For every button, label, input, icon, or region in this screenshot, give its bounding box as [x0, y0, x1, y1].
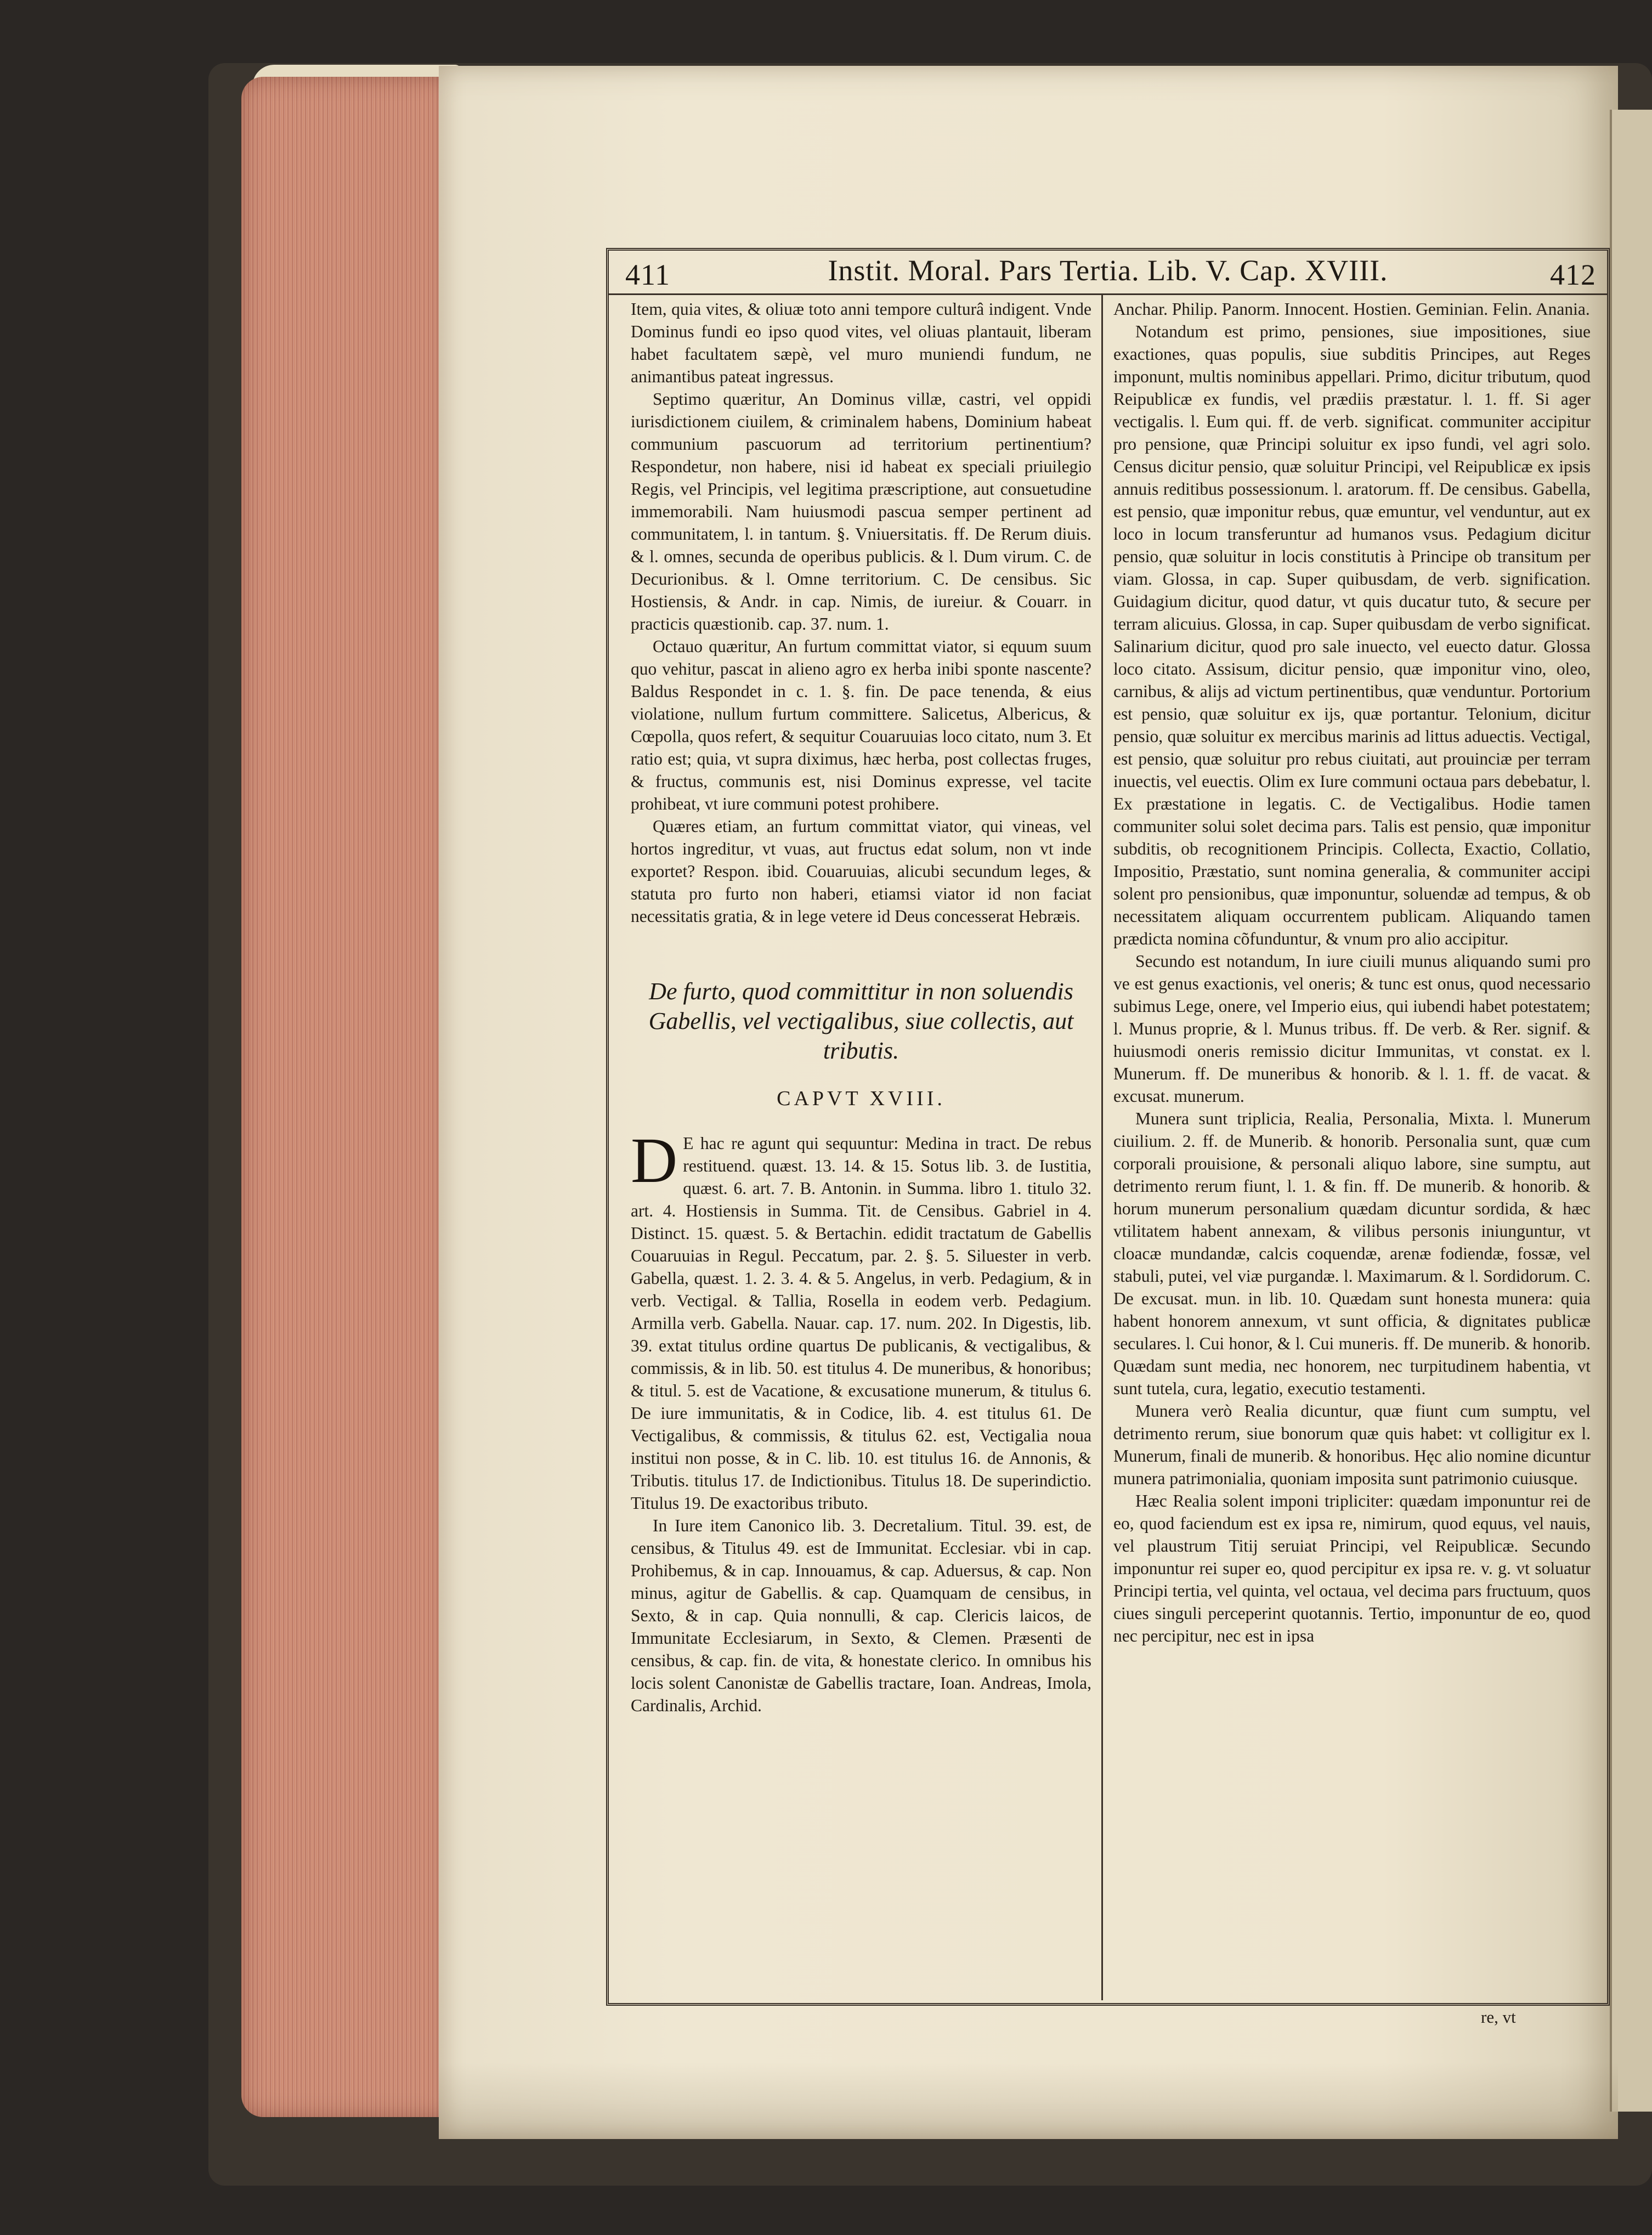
left-column: [631, 298, 1091, 1998]
paragraph: Munera sunt triplicia, Realia, Personalia, Mixta. l. Munerum ciuilium. 2. ff. de Munerib. & honorib. Personalia sunt, quæ cum corporali prouisione, & personali aliquo labore, sine sumptu, aut detrimento rerum fiunt, l. 1. & fin. ff. De munerib. & honorib. & horum munerum personalium quædam dicuntur sordida, & hæc vtilitatem habent annexam, & vilibus personis iniunguntur, vt cloacæ mundandæ, calcis coquendæ, arenæ fodiendæ, fossæ, vel stabuli, putei, vel viæ purgandæ. l. Maximarum. & l. Sordidorum. C. De excusat. mun. in lib. 10. Quædam sunt honesta munera: quia habent honorem annexum, vt sunt officia, & dignitates publicæ seculares. l. Cui honor, & l. Cui muneris. ff. De munerib. & honorib. Quædam sunt media, nec honorem, nec turpitudinem habentia, vt sunt tutela, cura, legatio, executio testamenti.: [1113, 1109, 1591, 1398]
right-column: [1113, 298, 1591, 1998]
header-rule: [609, 293, 1607, 295]
column-rule: [1101, 295, 1103, 2000]
paragraph: Secundo est notandum, In iure ciuili munus aliquando sumi pro ve est genus exactionis, vel oneris; & tunc est onus, quod necessario subimus Lege, onere, vel Imperio eius, qui iubendi habet potestatem; l. Munus proprie, & l. Munus tribus. ff. De verb. & Rer. signif. & huiusmodi oneris remissio dicitur Immunitas, vt constat. ex l. Munerum. ff. De muneribus & honorib. & l. 1. ff. de vacat. & excusat. munerum.: [1113, 952, 1591, 1106]
text-frame: [606, 248, 1610, 2006]
facing-page-edge: [1610, 110, 1652, 2112]
paragraph: Hæc Realia solent imponi tripliciter: quædam imponuntur rei de eo, quod faciendum est ex ipsa re, nimirum, quod equus, vel nauis, vel plaustrum Titij seruiat Principi, vel Reipublicæ. Secundo imponuntur rei super eo, quod percipitur ex ipsa re. v. g. vt soluatur Principi tertia, vel quinta, vel octaua, vel decima pars fructuum, quos ciues singuli perceperint quotannis. Tertio, imponuntur de eo, quod nec percipitur, nec est in ipsa: [1113, 1491, 1591, 1645]
drop-cap: D: [631, 1124, 678, 1196]
chapter-heading: CAPVT XVIII.: [777, 1087, 946, 1110]
running-title: Instit. Moral. Pars Tertia. Lib. V. Cap. XVIII.: [828, 254, 1388, 287]
page-number-right: 412: [1550, 258, 1596, 291]
catchword: re, vt: [1481, 2007, 1516, 2027]
paragraph: In Iure item Canonico lib. 3. Decretalium. Titul. 39. est, de censibus, & Titulus 49. est de Immunitat. Ecclesiar. vbi in cap. Prohibemus, & in cap. Innouamus, & cap. Aduersus, & cap. Non minus, agitur de Gabellis. & cap. Quamquam de censibus, in Sexto, & in cap. Quia nonnulli, & cap. Clericis laicos, de Immunitate Ecclesiarum, in Sexto, & Clemen. Præsenti de censibus, & cap. fin. de vita, & honestate clerico. In omnibus his locis solent Canonistæ de Gabellis tractare, Ioan. Andreas, Imola, Cardinalis, Archid.: [631, 1516, 1091, 1715]
page-number-left: 411: [625, 258, 670, 291]
paragraph: Munera verò Realia dicuntur, quæ fiunt cum sumptu, vel detrimento rerum, siue bonorum quæ quis habet: vt colligitur ex l. Munerum, finali de munerib. & honoribus. Hęc alio nomine dicuntur munera patrimonialia, quoniam imposita sunt patrimonio cuiusque.: [1113, 1401, 1591, 1488]
chapter-opening: [631, 1124, 1091, 1514]
running-head: [609, 253, 1607, 292]
paragraph: Item, quia vites, & oliuæ toto anni tempore culturâ indigent. Vnde Dominus fundi eo ipso quod vites, vel oliuas plantauit, liberam habet facultatem sæpè, vel muro muniendi fundum, ne animantibus pateat ingressus.: [631, 299, 1091, 386]
section-title: De furto, quod committitur in non soluendis Gabellis, vel vectigalibus, siue collectis, aut tributis.: [648, 978, 1074, 1064]
paragraph: Quæres etiam, an furtum committat viator, qui vineas, vel hortos ingreditur, vt vuas, aut fructus edat solum, non vt inde exportet? Respon. ibid. Couaruuias, alicubi secundum leges, & statuta pro furto non haberi, etiamsi viator id non faciat necessitatis gratia, & in lege vetere id Deus concesserat Hebræis.: [631, 817, 1091, 926]
paragraph: Septimo quæritur, An Dominus villæ, castri, vel oppidi iurisdictionem ciuilem, & criminalem habens, Dominium habeat communium pascuorum ad territorium pertinentium? Respondetur, non habere, nisi id habeat ex speciali priuilegio Regis, vel Principis, vel legitima præscriptione, aut consuetudine immemorabili. Nam huiusmodi pascua semper pertinent ad communitatem, l. in tantum. §. Vniuersitatis. ff. De Rerum diuis. & l. omnes, secunda de operibus publicis. & l. Dum virum. C. de Decurionibus. & l. Omne territorium. C. De censibus. Sic Hostiensis, & Andr. in cap. Nimis, de iureiur. & Couarr. in practicis quæstionib. cap. 37. num. 1.: [631, 389, 1091, 633]
paragraph: Octauo quæritur, An furtum committat viator, si equum suum quo vehitur, pascat in alieno agro ex herba inibi sponte nascente? Baldus Respondet in c. 1. §. fin. De pace tenenda, & eius violatione, nullum furtum committere. Salicetus, Albericus, & Cœpolla, quos refert, & sequitur Couaruuias loco citato, num 3. Et ratio est; quia, vt supra diximus, hæc herba, post collectas fruges, & fructus, communis est, nisi Dominus expresse, vel tacite prohibeat, vt iure communi potest prohibere.: [631, 637, 1091, 813]
paragraph: Anchar. Philip. Panorm. Innocent. Hostien. Geminian. Felin. Anania.: [1113, 299, 1590, 319]
paragraph: Notandum est primo, pensiones, siue impositiones, siue exactiones, quas populis, siue subditis Principes, aut Reges imponunt, multis nominibus appellari. Primo, dicitur tributum, quod Reipublicæ ex fundis, vel prædiis præstatur. l. 1. ff. Si ager vectigalis. l. Eum qui. ff. de verb. significat. communiter accipitur pro pensione, quæ Principi soluitur ex ipso fundi, vel agri solo. Census dicitur pensio, quæ soluitur Principi, vel Reipublicæ ex ipsis annuis reditibus possessionum. l. aratorum. ff. De censibus. Gabella, est pensio, quæ imponitur rebus, quæ emuntur, vel venduntur, aut ex loco in locum transferuntur ad humanos vsus. Pedagium dicitur pensio, quæ soluitur in locis constitutis à Principe ob transitum per viam. Glossa, in cap. Super quibusdam, de verb. signification. Guidagium dicitur, quod datur, vt quis ducatur tuto, & secure per terram alicuius. Glossa, in cap. Super quibusdam de verbo significat. Salinarium dicitur, quod pro sale inuecto, vel euecto datur. Glossa loco citato. Assisum, dicitur pensio, quæ imponitur vino, oleo, carnibus, & alijs ad victum pertinentibus, quæ venduntur. Portorium est pensio, quæ soluitur ex ijs, quæ portantur. Telonium, dicitur pensio, quæ soluitur ex mercibus marinis ad littus aduectis. Vectigal, est pensio, quæ soluitur pro rebus ciuitati, aut prouinciæ per terram inuectis, vel euectis. Olim ex Iure communi octaua pars debebatur, l. Ex præstatione in legatis. C. de Vectigalibus. Hodie tamen communiter solui solet decima pars. Talis est pensio, quæ imponitur subditis, ob recognitionem Principis. Collecta, Exactio, Collatio, Impositio, Præstatio, sunt nomina generalia, & communiter accipi solent pro pensionibus, quæ imponuntur, soluendæ ad tempus, & ob necessitatem aliquam occurrentem publicam. Aliquando tamen prædicta nomina cõfunduntur, & vnum pro alio accipitur.: [1113, 322, 1591, 948]
paragraph-text: E hac re agunt qui sequuntur: Medina in tract. De rebus restituend. quæst. 13. 14. & 15. Sotus lib. 3. de Iustitia, quæst. 6. art. 7. B. Antonin. in Summa. libro 1. titulo 32. art. 4. Hostiensis in Summa. Tit. de Censibus. Gabriel in 4. Distinct. 15. quæst. 5. & Bertachin. edidit tractatum de Gabellis Couaruuias in Regul. Peccatum, par. 2. §. 5. Siluester in verb. Gabella, quæst. 1. 2. 3. 4. & 5. Angelus, in verb. Pedagium, & in verb. Vectigal. & Tallia, Rosella in eodem verb. Pedagium. Armilla verb. Gabella. Nauar. cap. 17. num. 202. In Digestis, lib. 39. extat titulus ordine quartus De publicanis, & vectigalibus, & commissis, & in lib. 50. est titulus 4. De muneribus, & honoribus; & titul. 5. est de Vacatione, & excusatione munerum, & titulus 6. De iure immunitatis, & in Codice, lib. 4. est titulus 61. De Vectigalibus, & commissis, & titulus 62. est, Vectigalia noua institui non posse, & in C. lib. 10. est titulus 16. de Annonis, & Tributis. titulus 17. de Indictionibus. Titulus 18. De superindictio. Titulus 19. De exactoribus tributo.: [631, 1134, 1091, 1513]
red-page-edges: [241, 77, 450, 2117]
page-bottom-shade: [439, 2062, 1618, 2139]
